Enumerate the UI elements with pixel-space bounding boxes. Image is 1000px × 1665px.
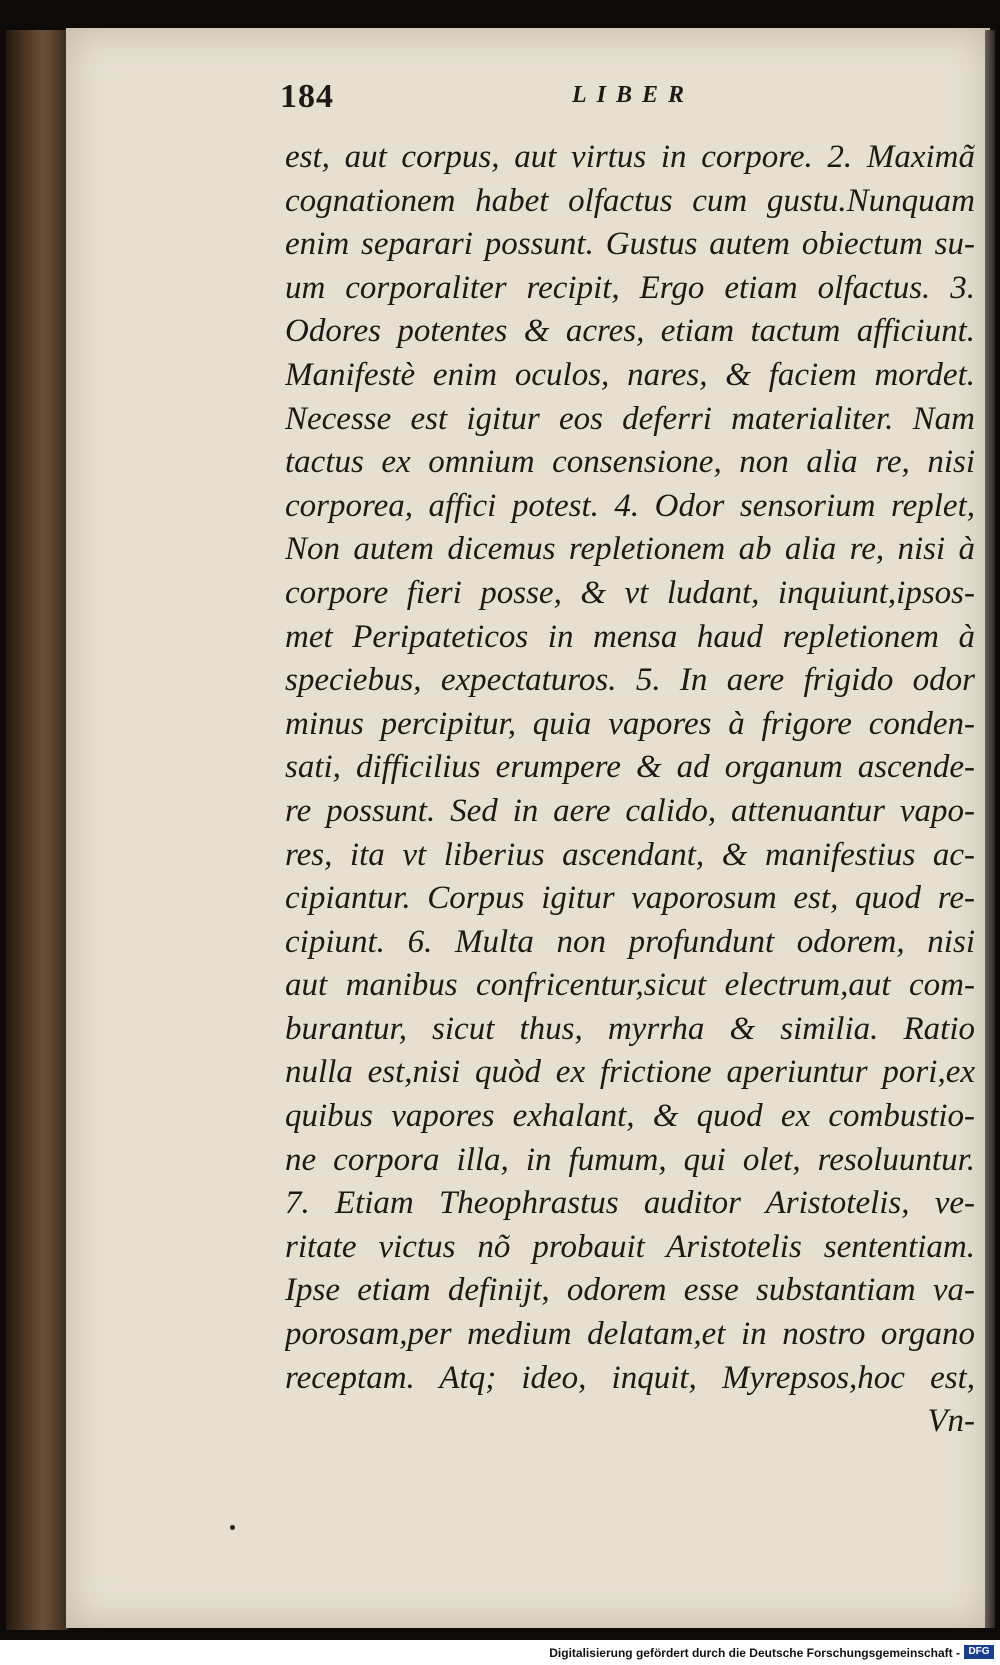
text-line: Odores potentes & acres, etiam tactum afficiunt. <box>285 313 975 350</box>
text-line: 7. Etiam Theophrastus auditor Aristotelis, ve- <box>285 1185 975 1222</box>
text-line: speciebus, expectaturos. 5. In aere frigido odor <box>285 662 975 699</box>
dfg-logo: DFG <box>964 1645 994 1659</box>
text-line: ritate victus nõ probauit Aristotelis sententiam. <box>285 1228 975 1265</box>
text-line: um corporaliter recipit, Ergo etiam olfactus. 3. <box>285 269 975 306</box>
running-title: LIBER <box>572 82 695 108</box>
text-line: est, aut corpus, aut virtus in corpore. 2. Maximã <box>285 139 975 175</box>
page-body-text <box>285 136 975 1444</box>
footer-credit: Digitalisierung gefördert durch die Deutsche Forschungsgemeinschaft - <box>549 1646 960 1660</box>
text-line: ne corpora illa, in fumum, qui olet, resoluuntur. <box>285 1141 975 1178</box>
text-line: met Peripateticos in mensa haud repletionem à <box>285 618 975 655</box>
text-line: res, ita vt liberius ascendant, & manifestius ac- <box>285 836 975 873</box>
text-line: quibus vapores exhalant, & quod ex combustio- <box>285 1098 975 1135</box>
page-number: 184 <box>280 78 334 115</box>
digitization-footer <box>0 1640 1000 1665</box>
page-edge <box>985 30 995 1628</box>
text-line: nulla est,nisi quòd ex frictione aperiuntur pori,ex <box>285 1054 975 1091</box>
text-line: Ipse etiam definijt, odorem esse substantiam va- <box>285 1272 975 1309</box>
text-line: cognationem habet olfactus cum gustu.Nunquam <box>285 182 975 219</box>
text-line: Non autem dicemus repletionem ab alia re, nisi à <box>285 531 975 568</box>
text-line: receptam. Atq; ideo, inquit, Myrepsos,hoc est, <box>285 1359 975 1396</box>
text-line: minus percipitur, quia vapores à frigore conden- <box>285 705 975 742</box>
text-line: re possunt. Sed in aere calido, attenuantur vapo- <box>285 792 975 829</box>
text-line: cipiantur. Corpus igitur vaporosum est, quod re- <box>285 880 975 917</box>
text-line: porosam,per medium delatam,et in nostro organo <box>285 1316 975 1353</box>
text-line: corpore fieri posse, & vt ludant, inquiunt,ipsos- <box>285 574 975 611</box>
text-line: cipiunt. 6. Multa non profundunt odorem, nisi <box>285 923 975 960</box>
text-line: Necesse est igitur eos deferri materialiter. Nam <box>285 400 975 437</box>
ink-dot <box>230 1525 235 1530</box>
text-line: enim separari possunt. Gustus autem obiectum su- <box>285 226 975 263</box>
text-line: corporea, affici potest. 4. Odor sensorium replet, <box>285 487 975 524</box>
text-line: tactus ex omnium consensione, non alia re, nisi <box>285 444 975 481</box>
book-spine <box>6 30 68 1630</box>
text-line: Manifestè enim oculos, nares, & faciem mordet. <box>285 356 975 393</box>
catchword: Vn- <box>927 1403 975 1440</box>
text-line: aut manibus confricentur,sicut electrum,aut com- <box>285 967 975 1004</box>
text-line: sati, difficilius erumpere & ad organum ascende- <box>285 749 975 786</box>
running-head <box>280 78 960 128</box>
text-line: burantur, sicut thus, myrrha & similia. Ratio <box>285 1010 975 1047</box>
